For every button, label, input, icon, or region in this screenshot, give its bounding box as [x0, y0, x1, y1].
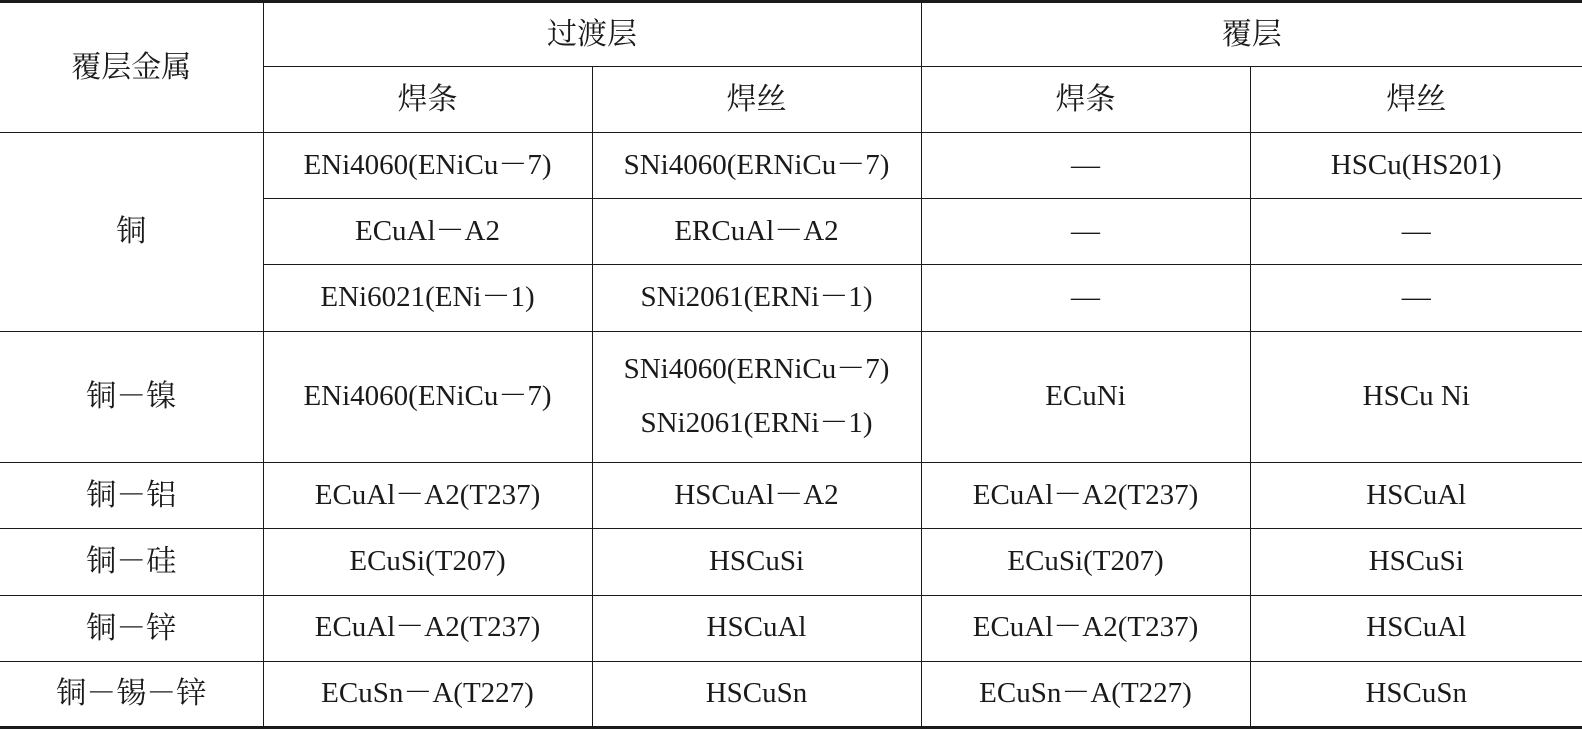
header-row-1 [0, 2, 1582, 67]
metal-cell: 铜－铝 [0, 463, 263, 529]
transition-wire-cell: HSCuSn [592, 661, 921, 727]
metal-cell: 铜－硅 [0, 529, 263, 595]
cladding-wire-cell: HSCu(HS201) [1250, 133, 1582, 199]
cladding-wire-cell: HSCuAl [1250, 595, 1582, 661]
transition-electrode-cell: ECuAl－A2(T237) [263, 595, 592, 661]
cladding-wire-cell: HSCuSn [1250, 661, 1582, 727]
cladding-electrode-cell: ECuSn－A(T227) [921, 661, 1250, 727]
metal-cell: 铜－镍 [0, 331, 263, 462]
table-row [0, 463, 1582, 529]
table-row [0, 331, 1582, 462]
metal-cell: 铜－锌 [0, 595, 263, 661]
cladding-wire-cell: — [1250, 265, 1582, 331]
transition-electrode-cell: ECuAl－A2 [263, 199, 592, 265]
transition-electrode-cell: ECuSi(T207) [263, 529, 592, 595]
cladding-electrode-cell: ECuAl－A2(T237) [921, 595, 1250, 661]
metal-cell: 铜 [0, 133, 263, 332]
header-transition-layer: 过渡层 [263, 2, 921, 67]
transition-wire-cell: ERCuAl－A2 [592, 199, 921, 265]
cladding-wire-cell: — [1250, 199, 1582, 265]
transition-wire-cell: HSCuSi [592, 529, 921, 595]
cladding-electrode-cell: ECuSi(T207) [921, 529, 1250, 595]
header-cladding-electrode: 焊条 [921, 67, 1250, 133]
transition-wire-cell: HSCuAl－A2 [592, 463, 921, 529]
transition-electrode-cell: ENi4060(ENiCu－7) [263, 133, 592, 199]
cladding-wire-cell: HSCu Ni [1250, 331, 1582, 462]
transition-wire-cell [592, 331, 921, 462]
table-row [0, 529, 1582, 595]
cladding-wire-cell: HSCuSi [1250, 529, 1582, 595]
table-row [0, 661, 1582, 727]
table-row [0, 133, 1582, 199]
transition-electrode-cell: ENi4060(ENiCu－7) [263, 331, 592, 462]
transition-electrode-cell: ECuSn－A(T227) [263, 661, 592, 727]
transition-electrode-cell: ENi6021(ENi－1) [263, 265, 592, 331]
cladding-electrode-cell: — [921, 199, 1250, 265]
transition-electrode-cell: ECuAl－A2(T237) [263, 463, 592, 529]
metal-cell: 铜－锡－锌 [0, 661, 263, 727]
cladding-electrode-cell: — [921, 133, 1250, 199]
header-transition-wire: 焊丝 [592, 67, 921, 133]
cladding-wire-cell: HSCuAl [1250, 463, 1582, 529]
table-row [0, 595, 1582, 661]
transition-wire-line: SNi2061(ERNi－1) [640, 406, 873, 439]
transition-wire-cell: SNi2061(ERNi－1) [592, 265, 921, 331]
transition-wire-cell: HSCuAl [592, 595, 921, 661]
cladding-electrode-cell: ECuNi [921, 331, 1250, 462]
header-cladding-layer: 覆层 [921, 2, 1582, 67]
header-cladding-metal: 覆层金属 [0, 2, 263, 133]
cladding-electrode-cell: — [921, 265, 1250, 331]
header-transition-electrode: 焊条 [263, 67, 592, 133]
transition-wire-cell: SNi4060(ERNiCu－7) [592, 133, 921, 199]
header-cladding-wire: 焊丝 [1250, 67, 1582, 133]
cladding-electrode-cell: ECuAl－A2(T237) [921, 463, 1250, 529]
transition-wire-line: SNi4060(ERNiCu－7) [623, 352, 890, 385]
